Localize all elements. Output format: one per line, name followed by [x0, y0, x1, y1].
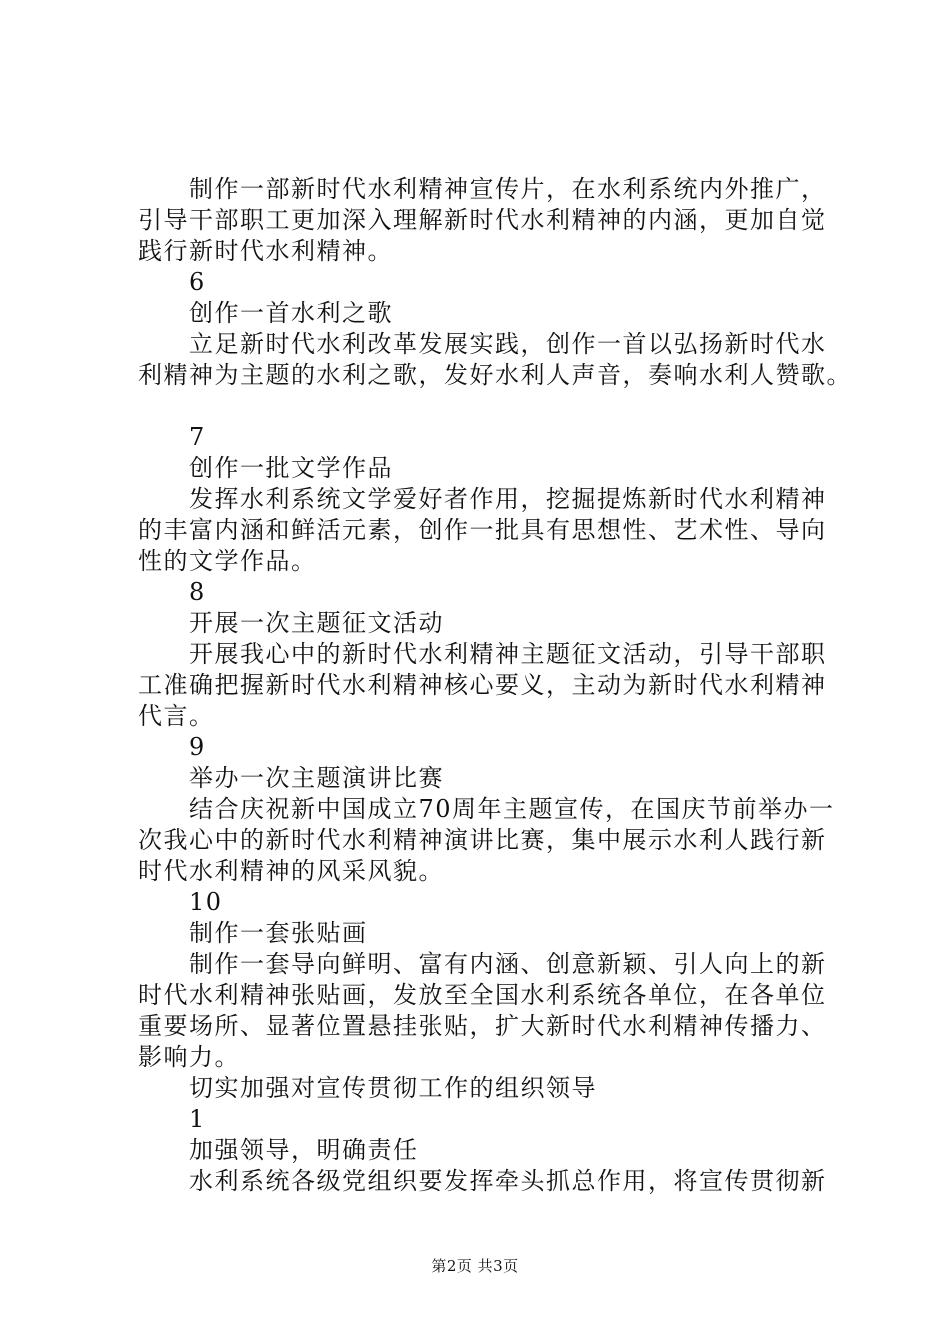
- document-body: [138, 174, 852, 1197]
- text-line: 水利系统各级党组织要发挥牵头抓总作用，将宣传贯彻新: [138, 1167, 827, 1195]
- page-footer: [0, 1256, 950, 1276]
- section-number: 9: [138, 733, 206, 761]
- section-number: 1: [138, 1105, 206, 1133]
- text-line: 利精神为主题的水利之歌，发好水利人声音，奏响水利人赞歌。: [138, 361, 852, 389]
- text-line: 次我心中的新时代水利精神演讲比赛，集中展示水利人践行新: [138, 826, 827, 854]
- text-line: 工准确把握新时代水利精神核心要义，主动为新时代水利精神: [138, 671, 827, 699]
- chapter-heading: 切实加强对宣传贯彻工作的组织领导: [138, 1074, 597, 1102]
- text-line: 性的文学作品。: [138, 547, 317, 575]
- text-line: 引导干部职工更加深入理解新时代水利精神的内涵，更加自觉: [138, 206, 827, 234]
- section-heading: 制作一套张贴画: [138, 919, 368, 947]
- text-line: 制作一部新时代水利精神宣传片，在水利系统内外推广，: [138, 175, 827, 203]
- text-line: 时代水利精神张贴画，发放至全国水利系统各单位，在各单位: [138, 981, 827, 1009]
- section-heading: 加强领导，明确责任: [138, 1136, 419, 1164]
- section-heading: 开展一次主题征文活动: [138, 609, 444, 637]
- page-number-label: 第2页 共3页: [431, 1257, 519, 1275]
- text-line: 发挥水利系统文学爱好者作用，挖掘提炼新时代水利精神: [138, 485, 827, 513]
- section-number: 7: [138, 423, 206, 451]
- section-number: 6: [138, 268, 206, 296]
- section-number: 8: [138, 578, 206, 606]
- text-line: 立足新时代水利改革发展实践，创作一首以弘扬新时代水: [138, 330, 827, 358]
- section-heading: 创作一首水利之歌: [138, 299, 393, 327]
- text-line: 时代水利精神的风采风貌。: [138, 857, 444, 885]
- text-line: 结合庆祝新中国成立70周年主题宣传，在国庆节前举办一: [138, 795, 835, 823]
- section-number: 10: [138, 888, 223, 916]
- text-line: 重要场所、显著位置悬挂张贴，扩大新时代水利精神传播力、: [138, 1012, 827, 1040]
- text-line: 践行新时代水利精神。: [138, 237, 393, 265]
- text-line: 开展我心中的新时代水利精神主题征文活动，引导干部职: [138, 640, 827, 668]
- text-line: 影响力。: [138, 1043, 240, 1071]
- blank-line: [138, 391, 838, 422]
- section-heading: 举办一次主题演讲比赛: [138, 764, 444, 792]
- text-line: 的丰富内涵和鲜活元素，创作一批具有思想性、艺术性、导向: [138, 516, 827, 544]
- text-line: 制作一套导向鲜明、富有内涵、创意新颖、引人向上的新: [138, 950, 827, 978]
- text-line: 代言。: [138, 702, 215, 730]
- section-heading: 创作一批文学作品: [138, 454, 393, 482]
